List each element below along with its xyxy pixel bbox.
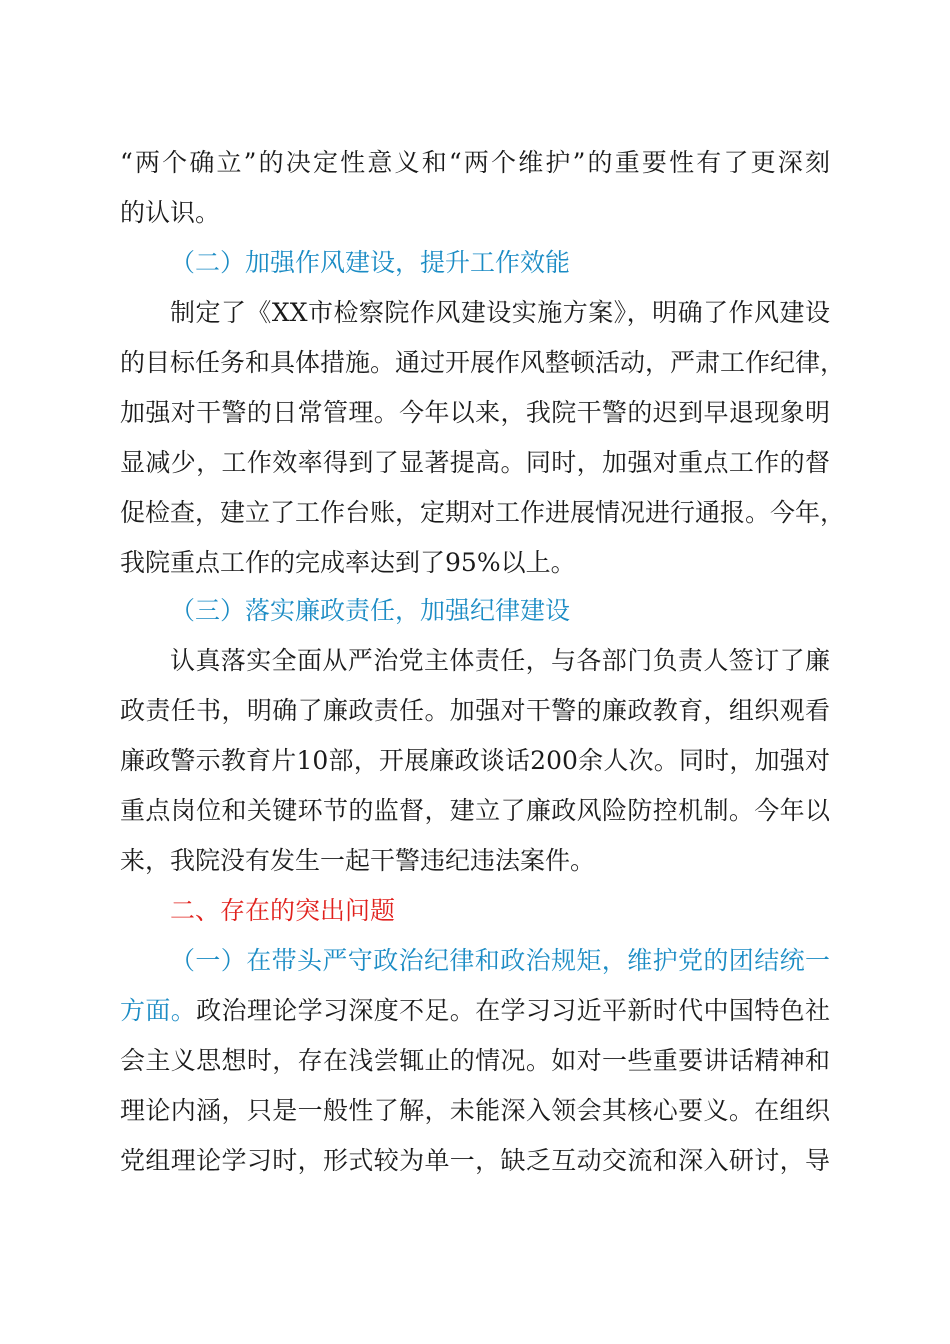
chapter-heading: 二、存在的突出问题 bbox=[170, 896, 396, 925]
paragraph-line: 党组理论学习时，形式较为单一，缺乏互动交流和深入研讨，导 bbox=[120, 1146, 830, 1175]
paragraph-line: 的认识。 bbox=[120, 198, 221, 227]
paragraph-line: 理论内涵，只是一般性了解，未能深入领会其核心要义。在组织 bbox=[120, 1096, 830, 1125]
paragraph-line: 的目标任务和具体措施。通过开展作风整顿活动，严肃工作纪律， bbox=[120, 348, 846, 377]
paragraph-line: 促检查，建立了工作台账，定期对工作进展情况进行通报。今年， bbox=[120, 498, 846, 527]
paragraph-line: 重点岗位和关键环节的监督，建立了廉政风险防控机制。今年以 bbox=[120, 796, 830, 825]
paragraph-line bbox=[120, 994, 830, 1028]
paragraph-line: 政责任书，明确了廉政责任。加强对干警的廉政教育，组织观看 bbox=[120, 696, 830, 725]
section-heading: （三）落实廉政责任，加强纪律建设 bbox=[170, 596, 571, 625]
section-heading-tail: 方面。 bbox=[120, 996, 197, 1025]
paragraph-text: 政治理论学习深度不足。在学习习近平新时代中国特色社 bbox=[196, 996, 830, 1025]
paragraph-line: 加强对干警的日常管理。今年以来，我院干警的迟到早退现象明 bbox=[120, 398, 830, 427]
section-heading: （一）在带头严守政治纪律和政治规矩，维护党的团结统一 bbox=[170, 946, 830, 975]
paragraph-line: 廉政警示教育片10部，开展廉政谈话200余人次。同时，加强对 bbox=[120, 746, 830, 775]
paragraph-line: 认真落实全面从严治党主体责任，与各部门负责人签订了廉 bbox=[170, 646, 830, 675]
paragraph-line: 我院重点工作的完成率达到了95%以上。 bbox=[120, 548, 576, 577]
paragraph-line: 显减少，工作效率得到了显著提高。同时，加强对重点工作的督 bbox=[120, 448, 830, 477]
section-heading: （二）加强作风建设，提升工作效能 bbox=[170, 248, 571, 277]
paragraph-line: “两个确立”的决定性意义和“两个维护”的重要性有了更深刻 bbox=[120, 148, 830, 177]
paragraph-line: 会主义思想时，存在浅尝辄止的情况。如对一些重要讲话精神和 bbox=[120, 1046, 830, 1075]
paragraph-line: 来，我院没有发生一起干警违纪违法案件。 bbox=[120, 846, 596, 875]
paragraph-line: 制定了《XX市检察院作风建设实施方案》，明确了作风建设 bbox=[170, 298, 830, 327]
